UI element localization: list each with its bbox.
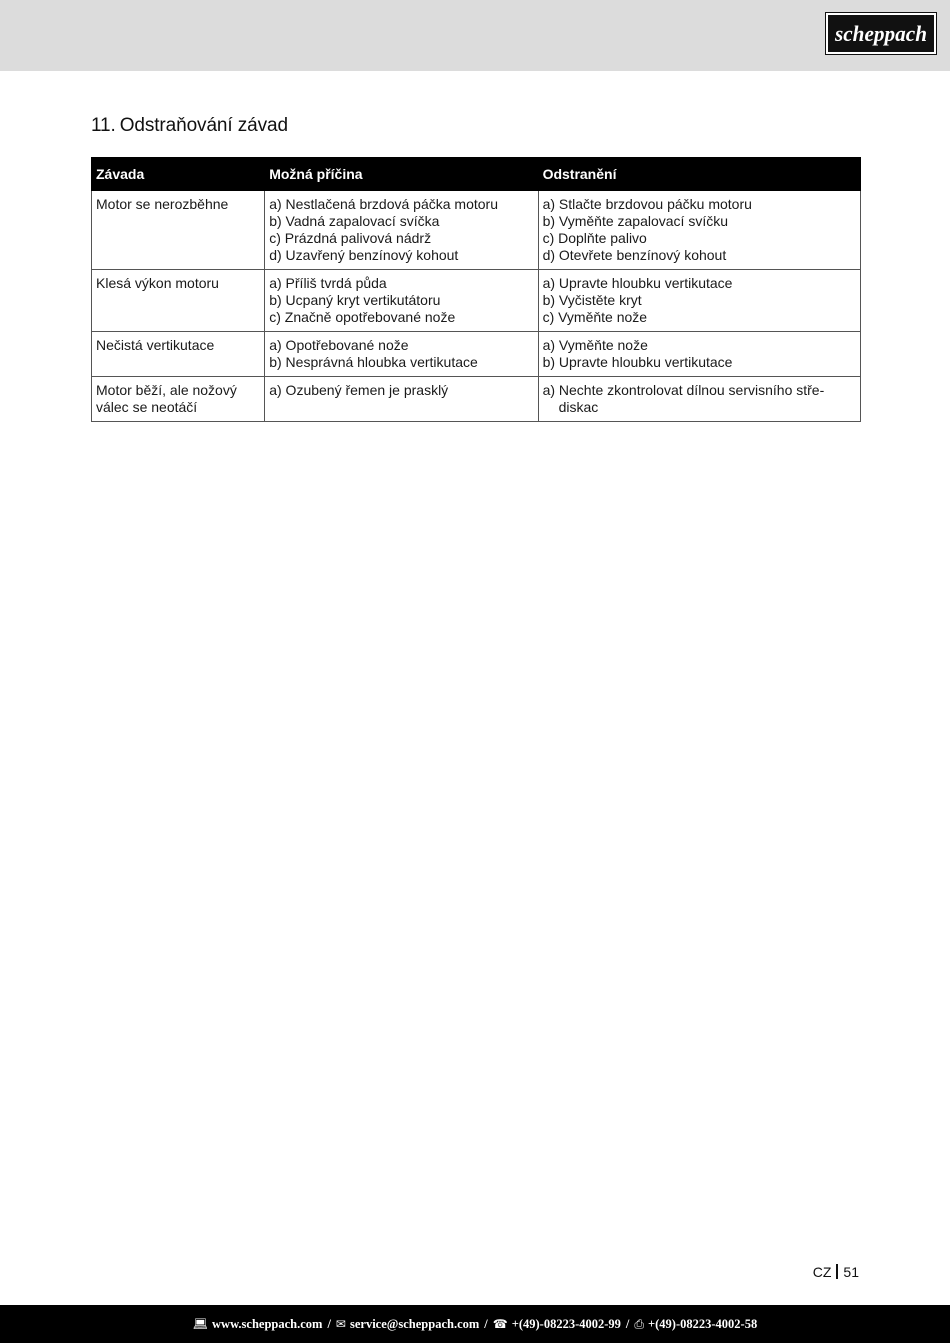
table-row bbox=[92, 332, 861, 377]
telephone-icon: ☎︎ bbox=[492, 1316, 508, 1331]
cause-line: d) Uzavřený benzínový kohout bbox=[269, 247, 459, 263]
laptop-icon: 💻︎ bbox=[192, 1316, 209, 1331]
footer-separator: / bbox=[484, 1316, 488, 1331]
fault-cell bbox=[92, 332, 265, 377]
cause-cell bbox=[265, 270, 538, 332]
cause-cell bbox=[265, 332, 538, 377]
table-body bbox=[92, 191, 861, 422]
cause-cell bbox=[265, 377, 538, 422]
remedy-line: b) Upravte hloubku vertikutace bbox=[542, 354, 733, 370]
footer-fax bbox=[634, 1317, 757, 1332]
remedy-cell bbox=[538, 270, 860, 332]
fault-line: Motor běží, ale nožový bbox=[96, 382, 237, 398]
header-remedy: Odstranění bbox=[538, 158, 860, 191]
remedy-line: a) Stlačte brzdovou páčku motoru bbox=[542, 196, 752, 212]
remedy-line: a) Vyměňte nože bbox=[542, 337, 648, 353]
remedy-cell bbox=[538, 377, 860, 422]
fax-icon: ⎙︎ bbox=[634, 1316, 645, 1331]
footer-separator: / bbox=[625, 1316, 630, 1331]
cause-line: c) Značně opotřebované nože bbox=[269, 309, 456, 325]
table-row bbox=[92, 377, 861, 422]
remedy-cell bbox=[538, 332, 860, 377]
footer-email[interactable] bbox=[336, 1317, 479, 1332]
remedy-line: c) Doplňte palivo bbox=[542, 230, 647, 246]
remedy-line: a) Nechte zkontrolovat dílnou servisního stře-diskac bbox=[542, 382, 825, 415]
section-title bbox=[91, 115, 288, 137]
cause-line: c) Prázdná palivová nádrž bbox=[269, 230, 432, 246]
header-fault: Závada bbox=[92, 158, 265, 191]
footer-website-text: www.scheppach.com bbox=[212, 1316, 323, 1331]
footer-fax-text: +(49)-08223-4002-58 bbox=[648, 1316, 758, 1331]
cause-line: a) Příliš tvrdá půda bbox=[269, 275, 387, 291]
remedy-line: d) Otevřete benzínový kohout bbox=[542, 247, 727, 263]
cause-cell bbox=[265, 191, 538, 270]
fault-cell bbox=[92, 377, 265, 422]
footer-website[interactable] bbox=[193, 1317, 323, 1332]
table-row bbox=[92, 270, 861, 332]
cause-line: b) Ucpaný kryt vertikutátoru bbox=[269, 292, 441, 308]
remedy-line: b) Vyčistěte kryt bbox=[542, 292, 642, 308]
fault-line: Klesá výkon motoru bbox=[96, 275, 219, 291]
remedy-cell bbox=[538, 191, 860, 270]
section-number: 11. bbox=[91, 115, 116, 136]
fault-line: Nečistá vertikutace bbox=[96, 337, 215, 353]
remedy-line: c) Vyměňte nože bbox=[542, 309, 648, 325]
footer-email-text: service@scheppach.com bbox=[349, 1316, 480, 1331]
cause-line: b) Vadná zapalovací svíčka bbox=[269, 213, 440, 229]
fault-cell bbox=[92, 270, 265, 332]
troubleshooting-table bbox=[91, 157, 861, 422]
footer-phone-text: +(49)-08223-4002-99 bbox=[511, 1316, 621, 1331]
scheppach-logo bbox=[826, 13, 936, 54]
header-band bbox=[0, 0, 950, 71]
fault-line: Motor se nerozběhne bbox=[96, 196, 229, 212]
table-header-row bbox=[92, 158, 861, 191]
page-number-value: 51 bbox=[843, 1264, 859, 1280]
remedy-line: b) Vyměňte zapalovací svíčku bbox=[542, 213, 729, 229]
page-lang: CZ bbox=[812, 1264, 832, 1280]
header-cause: Možná příčina bbox=[265, 158, 538, 191]
cause-line: a) Ozubený řemen je prasklý bbox=[269, 382, 449, 398]
envelope-icon: ✉︎ bbox=[335, 1316, 346, 1331]
logo-wordmark bbox=[831, 18, 931, 50]
footer-phone bbox=[493, 1317, 621, 1332]
cause-line: a) Nestlačená brzdová páčka motoru bbox=[269, 196, 499, 212]
table-row bbox=[92, 191, 861, 270]
fault-cell bbox=[92, 191, 265, 270]
remedy-line: a) Upravte hloubku vertikutace bbox=[542, 275, 733, 291]
page-number bbox=[813, 1264, 859, 1280]
cause-line: a) Opotřebované nože bbox=[269, 337, 409, 353]
footer-band bbox=[0, 1305, 950, 1343]
footer-separator: / bbox=[327, 1316, 331, 1331]
section-title-text: Odstraňování závad bbox=[119, 115, 288, 136]
cause-line: b) Nesprávná hloubka vertikutace bbox=[269, 354, 478, 370]
fault-line: válec se neotáčí bbox=[96, 399, 198, 415]
page-separator bbox=[836, 1264, 838, 1279]
logo-text: scheppach bbox=[834, 20, 927, 46]
